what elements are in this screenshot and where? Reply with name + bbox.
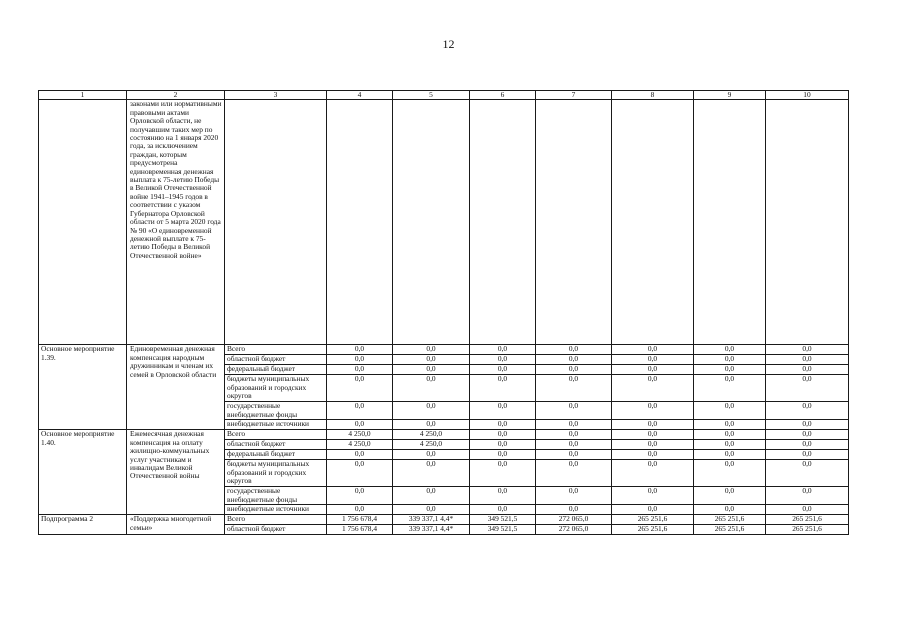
column-number: 5 — [393, 91, 470, 100]
amount-cell: 0,0 — [612, 430, 694, 440]
amount-cell: 0,0 — [470, 450, 536, 460]
amount-cell: 0,0 — [612, 450, 694, 460]
amount-cell: 0,0 — [536, 345, 612, 355]
amount-cell: 0,0 — [694, 365, 766, 375]
amount-cell: 0,0 — [612, 440, 694, 450]
program-name: Единовременная денежная компенсация народным дружинникам и членам их семей в Орловской области — [127, 345, 225, 430]
program-code: Основное мероприятие 1.40. — [39, 430, 127, 515]
amount-cell: 0,0 — [536, 355, 612, 365]
page-number: 12 — [442, 37, 455, 51]
amount-cell: 0,0 — [694, 450, 766, 460]
amount-cell: 4 250,0 — [393, 430, 470, 440]
funding-source: Всего — [225, 345, 327, 355]
amount-cell: 0,0 — [766, 420, 849, 430]
amount-cell: 0,0 — [536, 402, 612, 420]
column-number: 9 — [694, 91, 766, 100]
amount-cell: 0,0 — [536, 450, 612, 460]
amount-cell: 0,0 — [470, 440, 536, 450]
program-code: Основное мероприятие 1.39. — [39, 345, 127, 430]
amount-cell: 0,0 — [536, 420, 612, 430]
column-number: 8 — [612, 91, 694, 100]
amount-cell: 0,0 — [766, 402, 849, 420]
amount-cell: 265 251,6 — [766, 515, 849, 525]
amount-cell: 0,0 — [766, 505, 849, 515]
amount-cell: 0,0 — [766, 345, 849, 355]
amount-cell: 0,0 — [612, 487, 694, 505]
amount-cell: 4 250,0 — [327, 430, 393, 440]
column-number: 7 — [536, 91, 612, 100]
budget-table — [38, 90, 849, 535]
amount-cell: 4 250,0 — [327, 440, 393, 450]
amount-cell: 0,0 — [612, 460, 694, 487]
amount-cell: 0,0 — [766, 487, 849, 505]
amount-cell: 0,0 — [327, 345, 393, 355]
amount-cell: 272 065,0 — [536, 525, 612, 535]
amount-cell: 0,0 — [393, 487, 470, 505]
funding-source: Всего — [225, 515, 327, 525]
column-number: 10 — [766, 91, 849, 100]
column-number: 1 — [39, 91, 127, 100]
amount-cell: 0,0 — [694, 420, 766, 430]
funding-source: федеральный бюджет — [225, 450, 327, 460]
amount-cell: 0,0 — [612, 355, 694, 365]
amount-cell: 0,0 — [694, 345, 766, 355]
amount-cell: 0,0 — [612, 345, 694, 355]
amount-cell: 0,0 — [694, 402, 766, 420]
amount-cell: 0,0 — [393, 420, 470, 430]
amount-cell: 0,0 — [327, 402, 393, 420]
column-number: 3 — [225, 91, 327, 100]
amount-cell: 0,0 — [536, 505, 612, 515]
table-row — [39, 515, 849, 525]
amount-cell: 0,0 — [612, 365, 694, 375]
amount-cell: 0,0 — [327, 487, 393, 505]
amount-cell: 265 251,6 — [612, 515, 694, 525]
amount-cell: 0,0 — [393, 375, 470, 402]
amount-cell: 0,0 — [393, 402, 470, 420]
amount-cell: 0,0 — [694, 430, 766, 440]
amount-cell: 339 337,1 4,4* — [393, 515, 470, 525]
program-name: «Поддержка многодетной семьи» — [127, 515, 225, 535]
amount-cell: 0,0 — [612, 375, 694, 402]
amount-cell: 0,0 — [694, 440, 766, 450]
amount-cell: 0,0 — [536, 375, 612, 402]
amount-cell: 265 251,6 — [766, 525, 849, 535]
column-number: 4 — [327, 91, 393, 100]
amount-cell: 0,0 — [470, 345, 536, 355]
amount-cell: 0,0 — [694, 505, 766, 515]
amount-cell: 0,0 — [393, 355, 470, 365]
amount-cell: 0,0 — [470, 355, 536, 365]
funding-source: областной бюджет — [225, 440, 327, 450]
column-number: 6 — [470, 91, 536, 100]
continuation-row — [39, 100, 849, 345]
amount-cell: 0,0 — [327, 505, 393, 515]
amount-cell: 0,0 — [536, 430, 612, 440]
amount-cell: 265 251,6 — [612, 525, 694, 535]
funding-source: областной бюджет — [225, 355, 327, 365]
amount-cell: 0,0 — [766, 430, 849, 440]
funding-source: государственные внебюджетные фонды — [225, 487, 327, 505]
funding-source: бюджеты муниципальных образований и городских округов — [225, 375, 327, 402]
amount-cell: 0,0 — [393, 460, 470, 487]
funding-source: федеральный бюджет — [225, 365, 327, 375]
amount-cell: 0,0 — [612, 420, 694, 430]
amount-cell: 265 251,6 — [694, 525, 766, 535]
amount-cell: 0,0 — [694, 460, 766, 487]
amount-cell: 0,0 — [536, 460, 612, 487]
amount-cell: 0,0 — [536, 487, 612, 505]
amount-cell: 265 251,6 — [694, 515, 766, 525]
amount-cell: 0,0 — [694, 487, 766, 505]
amount-cell: 0,0 — [766, 375, 849, 402]
amount-cell: 0,0 — [327, 365, 393, 375]
amount-cell: 0,0 — [612, 402, 694, 420]
funding-source: внебюджетные источники — [225, 420, 327, 430]
amount-cell: 0,0 — [766, 450, 849, 460]
funding-source: Всего — [225, 430, 327, 440]
column-number: 2 — [127, 91, 225, 100]
amount-cell: 0,0 — [694, 375, 766, 402]
funding-source: областной бюджет — [225, 525, 327, 535]
amount-cell: 0,0 — [612, 505, 694, 515]
amount-cell: 0,0 — [393, 365, 470, 375]
amount-cell: 0,0 — [327, 450, 393, 460]
amount-cell: 4 250,0 — [393, 440, 470, 450]
program-code: Подпрограмма 2 — [39, 515, 127, 535]
amount-cell: 349 521,5 — [470, 515, 536, 525]
amount-cell: 0,0 — [470, 460, 536, 487]
amount-cell: 0,0 — [327, 375, 393, 402]
amount-cell: 0,0 — [766, 355, 849, 365]
amount-cell: 0,0 — [393, 450, 470, 460]
amount-cell: 272 065,0 — [536, 515, 612, 525]
continuation-text: законами или нормативными правовыми актами Орловской области, не получавшим таких мер по состоянию на 1 января 2020 года, за исключением граждан, которым предусмотрена единовременная денежная выплата к 75-летию Победы в Великой Отечественной войне 1941–1945 годов в соответствии с указом Губернатора Орловской области от 5 марта 2020 года № 90 «О единовременной денежной выплате к 75-летию Победы в Великой Отечественной войне» — [127, 100, 225, 345]
amount-cell: 0,0 — [470, 487, 536, 505]
amount-cell: 0,0 — [536, 365, 612, 375]
amount-cell: 0,0 — [470, 365, 536, 375]
amount-cell: 0,0 — [393, 505, 470, 515]
funding-source: внебюджетные источники — [225, 505, 327, 515]
funding-source: государственные внебюджетные фонды — [225, 402, 327, 420]
amount-cell: 0,0 — [766, 460, 849, 487]
amount-cell: 1 756 678,4 — [327, 515, 393, 525]
amount-cell: 0,0 — [470, 402, 536, 420]
amount-cell: 0,0 — [327, 355, 393, 365]
amount-cell: 0,0 — [766, 440, 849, 450]
table-row — [39, 345, 849, 355]
amount-cell: 0,0 — [694, 355, 766, 365]
program-blocks — [39, 345, 849, 535]
amount-cell: 0,0 — [766, 365, 849, 375]
amount-cell: 0,0 — [536, 440, 612, 450]
funding-source: бюджеты муниципальных образований и городских округов — [225, 460, 327, 487]
table-row — [39, 430, 849, 440]
amount-cell: 0,0 — [327, 460, 393, 487]
amount-cell: 0,0 — [393, 345, 470, 355]
amount-cell: 0,0 — [470, 505, 536, 515]
program-name: Ежемесячная денежная компенсация на оплату жилищно-коммунальных услуг участникам и инвалидам Великой Отечественной войны — [127, 430, 225, 515]
amount-cell: 0,0 — [327, 420, 393, 430]
amount-cell: 339 337,1 4,4* — [393, 525, 470, 535]
amount-cell: 0,0 — [470, 420, 536, 430]
amount-cell: 1 756 678,4 — [327, 525, 393, 535]
amount-cell: 0,0 — [470, 430, 536, 440]
amount-cell: 0,0 — [470, 375, 536, 402]
column-number-row — [39, 91, 849, 100]
amount-cell: 349 521,5 — [470, 525, 536, 535]
